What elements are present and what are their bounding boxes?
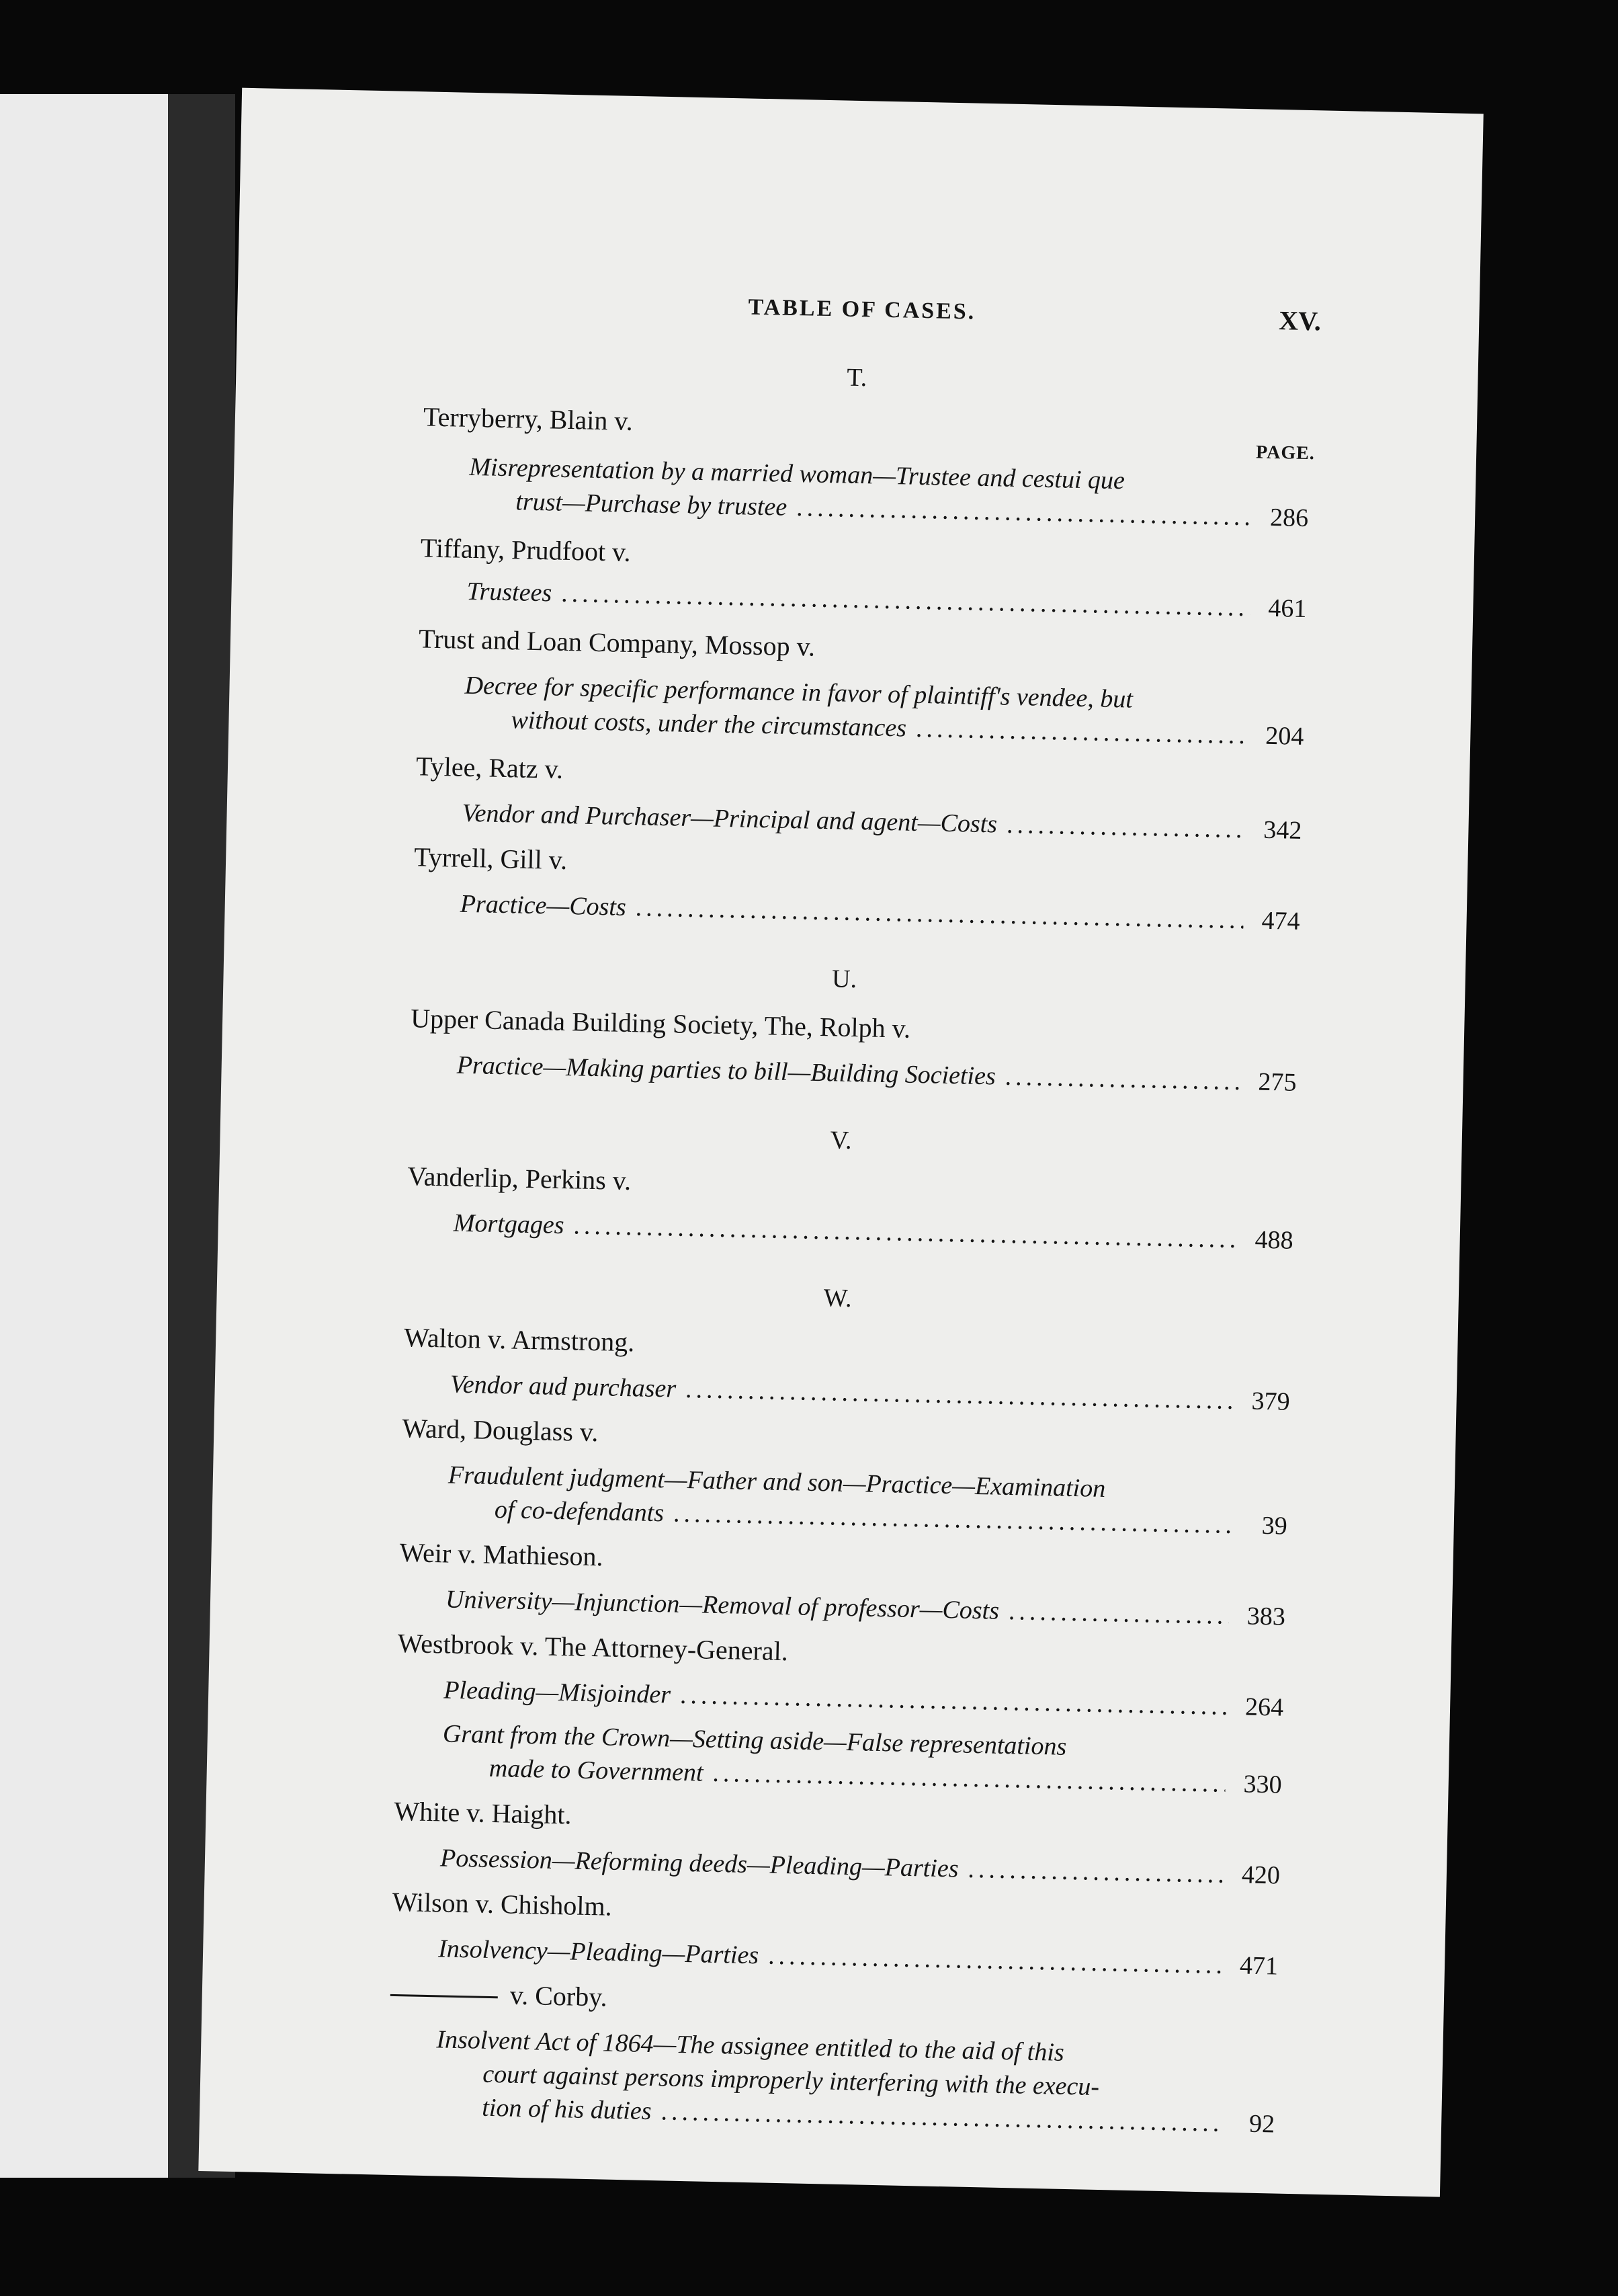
case-description — [462, 798, 1302, 846]
case-title: Weir v. Mathieson. — [399, 1537, 604, 1572]
case-title: Wilson v. Chisholm. — [392, 1886, 613, 1922]
section-letter-u: U. — [831, 965, 857, 994]
case-title — [390, 1977, 607, 2013]
case-title: Tyrrell, Gill v. — [413, 842, 568, 876]
dot-leader — [1009, 1596, 1230, 1631]
description-text: of co-defendants — [494, 1495, 665, 1528]
case-title: Terryberry, Blain v. — [423, 401, 634, 436]
dot-leader — [673, 1499, 1232, 1540]
description-text: Insolvent Act of 1864—The assignee entitled to the aid of this — [436, 2025, 1065, 2067]
dot-leader — [968, 1854, 1224, 1889]
description-text: without costs, under the circumstances — [511, 706, 907, 743]
description-text: Decree for specific performance in favor of plaintiff's vendee, but — [464, 671, 1134, 714]
dot-leader — [916, 714, 1248, 750]
page-reference: 474 — [1261, 906, 1301, 936]
description-text: Misrepresentation by a married woman—Trustee and cestui que — [469, 452, 1125, 495]
page-reference: 264 — [1244, 1692, 1284, 1722]
page-reference: 379 — [1251, 1387, 1291, 1416]
case-title: Ward, Douglass v. — [402, 1413, 599, 1448]
case-title: Westbrook v. The Attorney-General. — [397, 1628, 789, 1667]
page-reference: 92 — [1248, 2109, 1275, 2139]
dot-leader — [561, 579, 1250, 622]
book-page — [198, 88, 1484, 2197]
description-text: University—Injunction—Removal of professor—Costs — [445, 1585, 1000, 1625]
case-title: Walton v. Armstrong. — [403, 1322, 635, 1358]
page-reference: 342 — [1263, 815, 1302, 845]
case-title: White v. Haight. — [394, 1795, 572, 1830]
case-description — [440, 1843, 1281, 1890]
case-description — [456, 1051, 1297, 1098]
description-text: Insolvency—Pleading—Parties — [437, 1934, 759, 1970]
case-description — [450, 1370, 1290, 1417]
description-text: court against persons improperly interfering with the execu- — [482, 2059, 1100, 2102]
dot-leader — [661, 2096, 1218, 2137]
description-text: Vendor and Purchaser—Principal and agent—Costs — [462, 798, 998, 839]
case-description — [445, 1584, 1286, 1631]
description-text: Possession—Reforming deeds—Pleading—Parties — [439, 1844, 959, 1883]
page-numeral: XV. — [1278, 305, 1322, 337]
case-description — [460, 889, 1300, 936]
dot-leader — [680, 1680, 1228, 1721]
section-letter-v: V. — [830, 1126, 853, 1155]
page-column-label: PAGE. — [1255, 442, 1316, 464]
description-text: Grant from the Crown—Setting aside—False representations — [442, 1719, 1067, 1761]
page-reference: 461 — [1267, 593, 1307, 623]
description-text: Practice—Making parties to bill—Building Societies — [456, 1051, 996, 1091]
page-reference: 286 — [1269, 503, 1309, 533]
case-description — [453, 1208, 1293, 1256]
description-text: tion of his duties — [481, 2093, 652, 2126]
page-reference: 275 — [1258, 1067, 1297, 1097]
case-description — [443, 1675, 1284, 1722]
description-text: Fraudulent judgment—Father and son—Practice—Examination — [448, 1461, 1106, 1504]
case-title: Tylee, Ratz v. — [415, 751, 564, 784]
case-title: Tiffany, Pr‌‌udfoot v. — [420, 532, 631, 567]
case-title: Trust and Loan Company, Mossop v. — [418, 623, 816, 662]
case-description — [466, 577, 1307, 624]
dot-leader — [635, 893, 1244, 935]
dot-leader — [1007, 810, 1246, 844]
dot-leader — [685, 1375, 1234, 1416]
page-reference: 471 — [1239, 1951, 1279, 1981]
description-text: made to Government — [488, 1754, 704, 1787]
ditto-rule — [390, 1994, 498, 1998]
description-text: Pleading—Misjoinder — [443, 1676, 671, 1709]
dot-leader — [1005, 1062, 1240, 1096]
description-text: Vendor aud purchaser — [450, 1370, 677, 1403]
case-title: Vanderlip, Perkins v. — [407, 1161, 632, 1196]
running-title: TABLE OF CASES. — [748, 294, 976, 325]
page-reference: 488 — [1254, 1225, 1294, 1255]
section-letter-w: W. — [823, 1284, 853, 1313]
page-reference: 204 — [1265, 721, 1304, 751]
dot-leader — [796, 493, 1252, 532]
page-reference: 420 — [1241, 1860, 1281, 1890]
section-letter-t: T. — [846, 363, 867, 393]
case-title-text: v. Corby. — [509, 1979, 608, 2012]
dot-leader — [712, 1758, 1226, 1799]
description-text: trust—Purchase by trustee — [515, 487, 787, 522]
page-reference: 39 — [1261, 1511, 1288, 1541]
dot-leader — [768, 1941, 1222, 1980]
page-content — [198, 88, 1484, 2197]
case-title: Upper Canada Building Society, The, Rolph v. — [410, 1003, 911, 1044]
description-text: Trustees — [466, 577, 552, 608]
description-text: Practice—Costs — [460, 889, 627, 921]
page-reference: 383 — [1246, 1602, 1286, 1631]
description-text: Mortgages — [453, 1208, 564, 1240]
case-description — [438, 1934, 1279, 1981]
dot-leader — [573, 1211, 1237, 1254]
page-reference: 330 — [1243, 1770, 1283, 1799]
